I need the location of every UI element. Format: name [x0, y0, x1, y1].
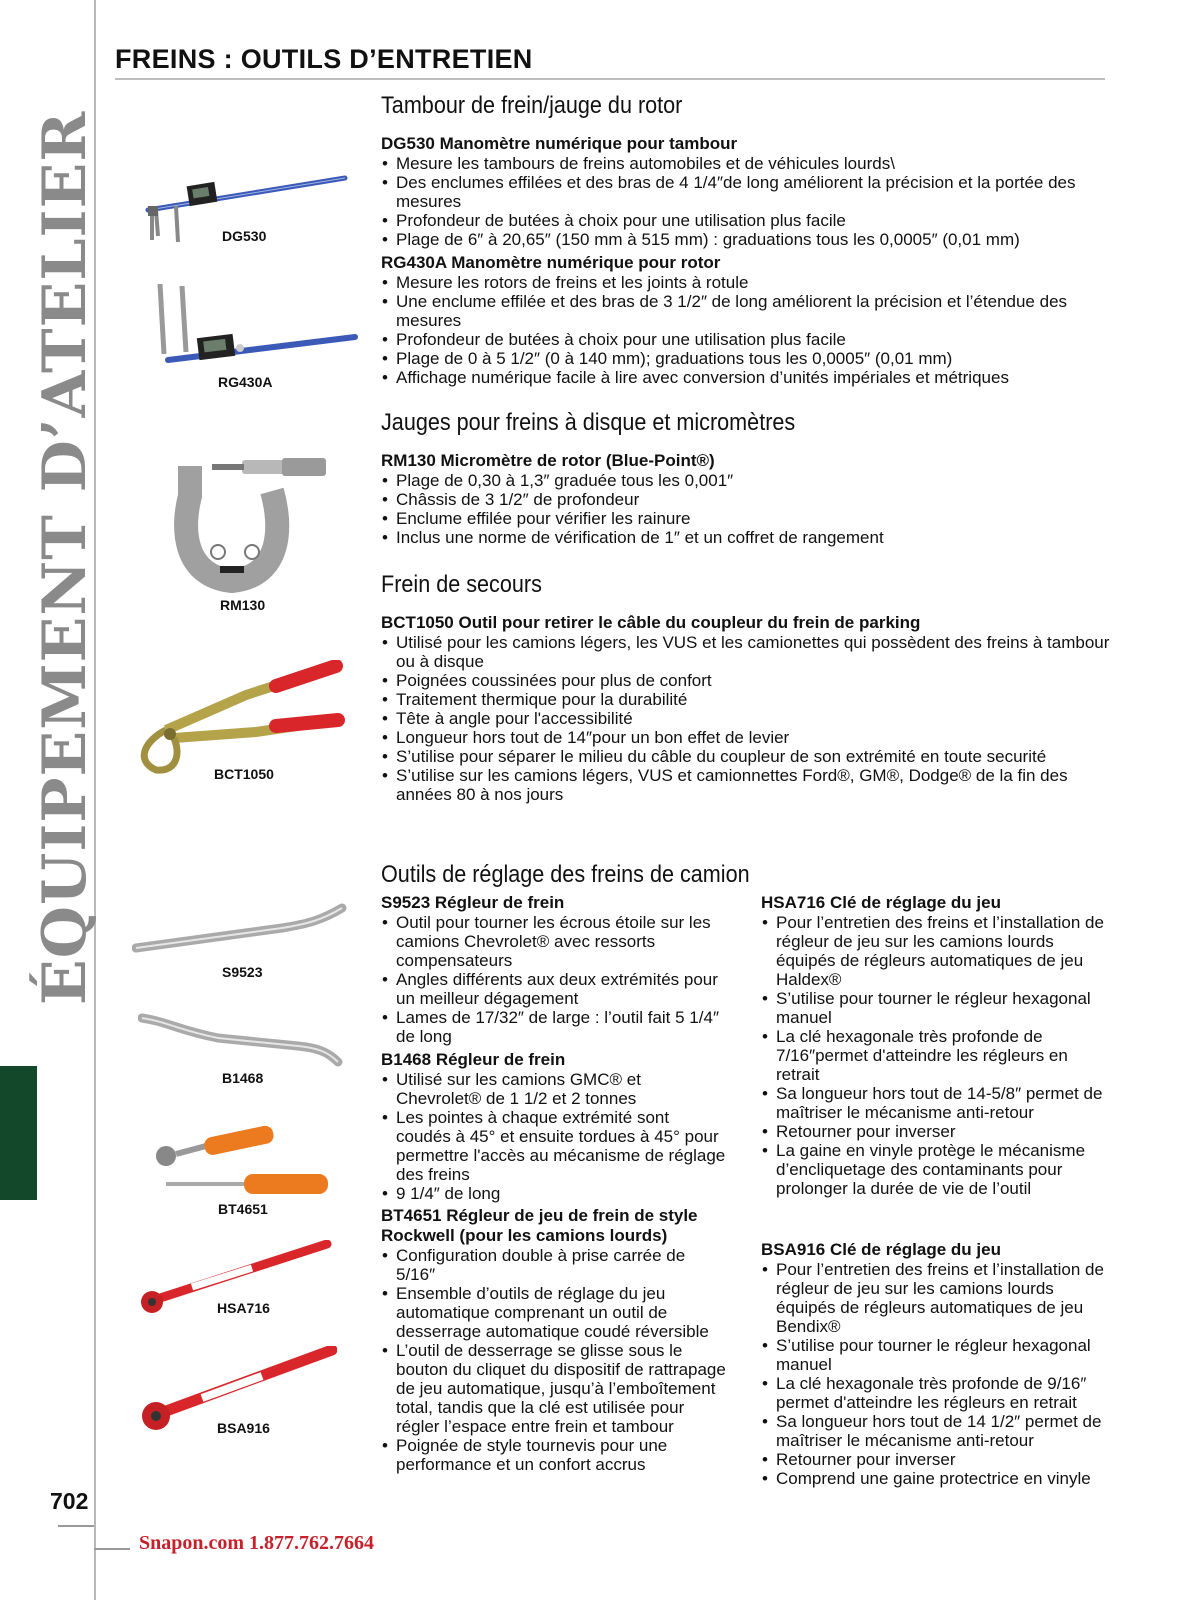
b1468-image	[138, 1010, 348, 1074]
dg530-label: DG530	[222, 228, 267, 244]
product-bct1050	[381, 613, 1111, 804]
bullet: • Poignées coussinées pour plus de confort	[381, 671, 1111, 690]
bullet: • Les pointes à chaque extrémité sont coudés à 45° et ensuite tordues à 45° pour permettre l'accès au mécanisme de réglage des freins	[381, 1108, 726, 1184]
bullet: • 9 1/4″ de long	[381, 1184, 726, 1203]
bullet: • Tête à angle pour l'accessibilité	[381, 709, 1111, 728]
s9523-label: S9523	[222, 964, 263, 980]
product-title: B1468 Régleur de frein	[381, 1050, 566, 1069]
product-bt4651	[381, 1206, 726, 1474]
section-title-disque: Jauges pour freins à disque et micromètres	[381, 409, 796, 436]
product-title: HSA716 Clé de réglage du jeu	[761, 893, 1001, 912]
section-title-tambour: Tambour de frein/jauge du rotor	[381, 92, 683, 119]
bullet: • Retourner pour inverser	[761, 1450, 1106, 1469]
bullet: • Sa longueur hors tout de 14-5/8″ permet de maîtriser le mécanisme anti-retour	[761, 1084, 1106, 1122]
product-title: RM130 Micromètre de rotor (Blue-Point®)	[381, 451, 715, 470]
product-rg430a	[381, 253, 1111, 387]
title-rule	[115, 78, 1105, 80]
product-rm130	[381, 451, 1111, 547]
product-title: DG530 Manomètre numérique pour tambour	[381, 134, 738, 153]
bullet: • Lames de 17/32″ de large : l’outil fait 5 1/4″ de long	[381, 1008, 726, 1046]
bullet: • Affichage numérique facile à lire avec conversion d’unités impériales et métriques	[381, 368, 1111, 387]
bullet: • Angles différents aux deux extrémités pour un meilleur dégagement	[381, 970, 726, 1008]
bullet: • L’outil de desserrage se glisse sous le bouton du cliquet du dispositif de rattrapage de jeu automatique, jusqu’à l’emboîtement total, tandis que la clé est utilisée pour régler l’espace entre frein et tambour	[381, 1341, 726, 1436]
bullet: • Sa longueur hors tout de 14 1/2″ permet de maîtriser le mécanisme anti-retour	[761, 1412, 1106, 1450]
product-title: S9523 Régleur de frein	[381, 893, 565, 912]
bullet: • Profondeur de butées à choix pour une utilisation plus facile	[381, 211, 1111, 230]
product-hsa716	[761, 893, 1106, 1198]
bullet: • Inclus une norme de vérification de 1″ et un coffret de rangement	[381, 528, 1111, 547]
product-b1468	[381, 1050, 726, 1203]
page-number: 702	[50, 1488, 89, 1514]
page-number-rule	[58, 1525, 94, 1527]
bt4651-label: BT4651	[218, 1201, 268, 1217]
bullet: • Plage de 0,30 à 1,3″ graduée tous les 0,001″	[381, 471, 1111, 490]
bullet: • Enclume effilée pour vérifier les rainure	[381, 509, 1111, 528]
bsa916-label: BSA916	[217, 1420, 270, 1436]
bullet: • Une enclume effilée et des bras de 3 1/2″ de long améliorent la précision et l’étendue des mesures	[381, 292, 1111, 330]
bullet: • Retourner pour inverser	[761, 1122, 1106, 1141]
bullet: • Longueur hors tout de 14″pour un bon effet de levier	[381, 728, 1111, 747]
bullet: • Plage de 0 à 5 1/2″ (0 à 140 mm); graduations tous les 0,0005″ (0,01 mm)	[381, 349, 1111, 368]
bullet: • Utilisé pour les camions légers, les VUS et les camionettes qui possèdent des freins à tambour ou à disque	[381, 633, 1111, 671]
bullet: • Utilisé sur les camions GMC® et Chevrolet® de 1 1/2 et 2 tonnes	[381, 1070, 726, 1108]
bullet: • Mesure les tambours de freins automobiles et de véhicules lourds\	[381, 154, 1111, 173]
product-bsa916	[761, 1240, 1106, 1488]
bullet: • Traitement thermique pour la durabilité	[381, 690, 1111, 709]
bullet: • Mesure les rotors de freins et les joints à rotule	[381, 273, 1111, 292]
b1468-label: B1468	[222, 1070, 264, 1086]
section-title-camion: Outils de réglage des freins de camion	[381, 861, 750, 888]
bullet: • Poignée de style tournevis pour une performance et un confort accrus	[381, 1436, 726, 1474]
bullet: • Ensemble d’outils de réglage du jeu automatique comprenant un outil de desserrage automatique coudé réversible	[381, 1284, 726, 1341]
bullet: • S’utilise pour séparer le milieu du câble du coupleur de son extrémité en toute securité	[381, 747, 1111, 766]
bullet: • Châssis de 3 1/2″ de profondeur	[381, 490, 1111, 509]
footer-contact: Snapon.com 1.877.762.7664	[139, 1532, 375, 1554]
bullet: • Profondeur de butées à choix pour une utilisation plus facile	[381, 330, 1111, 349]
s9523-image	[132, 900, 347, 964]
footer-rule	[94, 1548, 130, 1550]
rg430a-label: RG430A	[218, 374, 273, 390]
bullet: • La clé hexagonale très profonde de 9/16″ permet d'atteindre les régleurs en retrait	[761, 1374, 1106, 1412]
bullet: • Comprend une gaine protectrice en vinyle	[761, 1469, 1106, 1488]
bullet: • S’utilise pour tourner le régleur hexagonal manuel	[761, 1336, 1106, 1374]
bullet: • Configuration double à prise carrée de 5/16″	[381, 1246, 726, 1284]
product-title: BSA916 Clé de réglage du jeu	[761, 1240, 1001, 1259]
bullet: • Pour l’entretien des freins et l’installation de régleur de jeu sur les camions lourds équipés de régleurs automatiques de jeu Bendix®	[761, 1260, 1106, 1336]
product-title: BT4651 Régleur de jeu de frein de style Rockwell (pour les camions lourds)	[381, 1206, 698, 1245]
bullet: • S’utilise pour tourner le régleur hexagonal manuel	[761, 989, 1106, 1027]
product-dg530	[381, 134, 1111, 249]
bullet: • Plage de 6″ à 20,65″ (150 mm à 515 mm) : graduations tous les 0,0005″ (0,01 mm)	[381, 230, 1111, 249]
bullet: • Outil pour tourner les écrous étoile sur les camions Chevrolet® avec ressorts compensateurs	[381, 913, 726, 970]
section-title-secours: Frein de secours	[381, 571, 542, 598]
bullet: • La gaine en vinyle protège le mécanisme d’encliquetage des contaminants pour prolonger la durée de vie de l’outil	[761, 1141, 1106, 1198]
bullet: • S’utilise sur les camions légers, VUS et camionnettes Ford®, GM®, Dodge® de la fin des années 80 à nos jours	[381, 766, 1111, 804]
hsa716-label: HSA716	[217, 1300, 270, 1316]
page-title: FREINS : OUTILS D’ENTRETIEN	[115, 44, 533, 74]
product-title: RG430A Manomètre numérique pour rotor	[381, 253, 721, 272]
bullet: • Des enclumes effilées et des bras de 4 1/4″de long améliorent la précision et la portée des mesures	[381, 173, 1111, 211]
bullet: • La clé hexagonale très profonde de 7/16″permet d'atteindre les régleurs en retrait	[761, 1027, 1106, 1084]
section-color-tab	[0, 1066, 37, 1200]
product-title: BCT1050 Outil pour retirer le câble du coupleur du frein de parking	[381, 613, 921, 632]
rg430a-image	[150, 282, 370, 376]
bullet: • Pour l’entretien des freins et l’installation de régleur de jeu sur les camions lourds équipés de régleurs automatiques de jeu Haldex®	[761, 913, 1106, 989]
rm130-image	[172, 456, 332, 600]
bct1050-label: BCT1050	[214, 766, 274, 782]
vertical-section-title: ÉQUIPEMENT D’ATELIER	[30, 110, 100, 1005]
bt4651-image	[136, 1124, 336, 1208]
product-s9523	[381, 893, 726, 1046]
rm130-label: RM130	[220, 597, 266, 613]
